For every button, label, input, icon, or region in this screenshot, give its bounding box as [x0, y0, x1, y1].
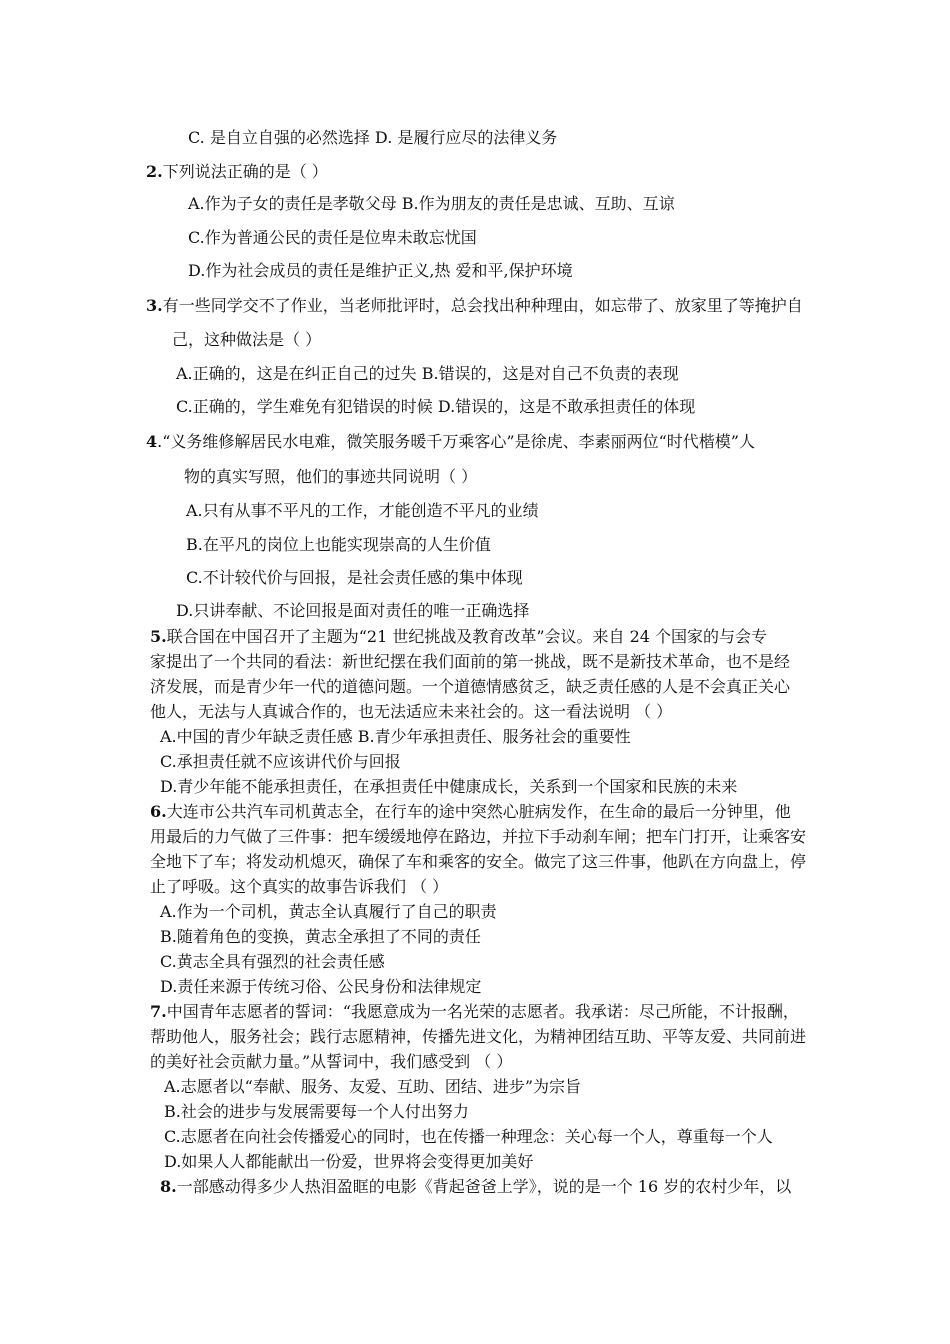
question-6: [150, 802, 791, 822]
option-line: A.志愿者以“奉献、服务、友爱、互助、团结、进步”为宗旨: [164, 1077, 582, 1096]
question-text-cont: 他人，无法与人真诚合作的，也无法适应未来社会的。这一看法说明 （ ）: [150, 702, 673, 721]
option-line: B.社会的进步与发展需要每一个人付出努力: [164, 1102, 469, 1121]
option-line: B.在平凡的岗位上也能实现崇高的人生价值: [186, 535, 491, 554]
question-text-cont: 止了呼吸。这个真实的故事告诉我们 （ ）: [150, 877, 449, 896]
option-line: C.不计较代价与回报，是社会责任感的集中体现: [186, 568, 523, 587]
option-line: D.如果人人都能献出一份爱，世界将会变得更加美好: [164, 1152, 534, 1171]
question-number: 4: [146, 432, 158, 451]
option-line: D.青少年能不能承担责任，在承担责任中健康成长，关系到一个国家和民族的未来: [160, 777, 738, 796]
question-text: 中国青年志愿者的誓词：“我愿意成为一名光荣的志愿者。我承诺：尽己所能，不计报酬，: [166, 1002, 799, 1021]
question-text-cont: 用最后的力气做了三件事：把车缓缓地停在路边，并拉下手动刹车闸；把车门打开，让乘客安: [150, 827, 807, 846]
question-number: 8.: [160, 1177, 177, 1196]
option-line: D.责任来源于传统习俗、公民身份和法律规定: [160, 977, 482, 996]
question-number: 2.: [146, 162, 163, 181]
question-text-cont: 的美好社会贡献力量。”从誓词中，我们感受到 （ ）: [150, 1052, 513, 1071]
option-line: A.中国的青少年缺乏责任感 B.青少年承担责任、服务社会的重要性: [160, 727, 631, 746]
question-2: [146, 162, 328, 182]
question-text-cont: 己，这种做法是（ ）: [172, 330, 322, 349]
question-text: 下列说法正确的是（ ）: [162, 162, 328, 181]
option-line: B.随着角色的变换，黄志全承担了不同的责任: [160, 927, 481, 946]
question-7: [150, 1002, 799, 1022]
option-line: C.正确的，学生难免有犯错误的时候 D.错误的，这是不敢承担责任的体现: [176, 397, 696, 416]
question-8: [160, 1177, 791, 1197]
question-text-cont: 帮助他人，服务社会；践行志愿精神，传播先进文化，为精神团结互助、平等友爱、共同前进: [150, 1027, 807, 1046]
question-text: 大连市公共汽车司机黄志全，在行车的途中突然心脏病发作，在生命的最后一分钟里，他: [166, 802, 791, 821]
option-line: C.承担责任就不应该讲代价与回报: [160, 752, 401, 771]
question-text-cont: 全地下了车；将发动机熄灭，确保了车和乘客的安全。做完了这三件事，他趴在方向盘上，停: [150, 852, 807, 871]
option-line: C.黄志全具有强烈的社会责任感: [160, 952, 385, 971]
option-line: C. 是自立自强的必然选择 D. 是履行应尽的法律义务: [188, 128, 558, 147]
question-number: 7.: [150, 1002, 167, 1021]
question-3: [146, 296, 803, 316]
question-number: 3.: [146, 296, 163, 315]
question-text: 联合国在中国召开了主题为“21 世纪挑战及教育改革”会议。来自 24 个国家的与会专: [166, 627, 768, 646]
question-5: [150, 627, 767, 647]
option-line: D.只讲奉献、不论回报是面对责任的唯一正确选择: [176, 601, 530, 620]
option-line: A.只有从事不平凡的工作，才能创造不平凡的业绩: [186, 501, 539, 520]
question-number: 6.: [150, 802, 167, 821]
question-text: .“义务维修解居民水电难，微笑服务暖千万乘客心”是徐虎、李素丽两位“时代楷模”人: [157, 432, 755, 451]
question-text-cont: 家提出了一个共同的看法：新世纪摆在我们面前的第一挑战，既不是新技术革命，也不是经: [150, 652, 791, 671]
question-4: [146, 432, 755, 452]
option-line: A.正确的，这是在纠正自己的过失 B.错误的，这是对自己不负责的表现: [176, 364, 679, 383]
question-text: 有一些同学交不了作业，当老师批评时，总会找出种种理由，如忘带了、放家里了等掩护自: [162, 296, 803, 315]
question-text-cont: 济发展，而是青少年一代的道德问题。一个道德情感贫乏，缺乏责任感的人是不会真正关心: [150, 677, 791, 696]
option-line: C.志愿者在向社会传播爱心的同时，也在传播一种理念：关心每一个人，尊重每一个人: [164, 1127, 773, 1146]
option-line: A.作为一个司机，黄志全认真履行了自己的职责: [160, 902, 497, 921]
question-text: 一部感动得多少人热泪盈眶的电影《背起爸爸上学》，说的是一个 16 岁的农村少年，以: [176, 1177, 792, 1196]
question-text-cont: 物的真实写照，他们的事迹共同说明（ ）: [184, 467, 478, 486]
option-line: D.作为社会成员的责任是维护正义,热 爱和平,保护环境: [188, 261, 573, 280]
option-line: C.作为普通公民的责任是位卑未敢忘忧国: [188, 228, 477, 247]
option-line: A.作为子女的责任是孝敬父母 B.作为朋友的责任是忠诚、互助、互谅: [188, 194, 675, 213]
question-number: 5.: [150, 627, 167, 646]
